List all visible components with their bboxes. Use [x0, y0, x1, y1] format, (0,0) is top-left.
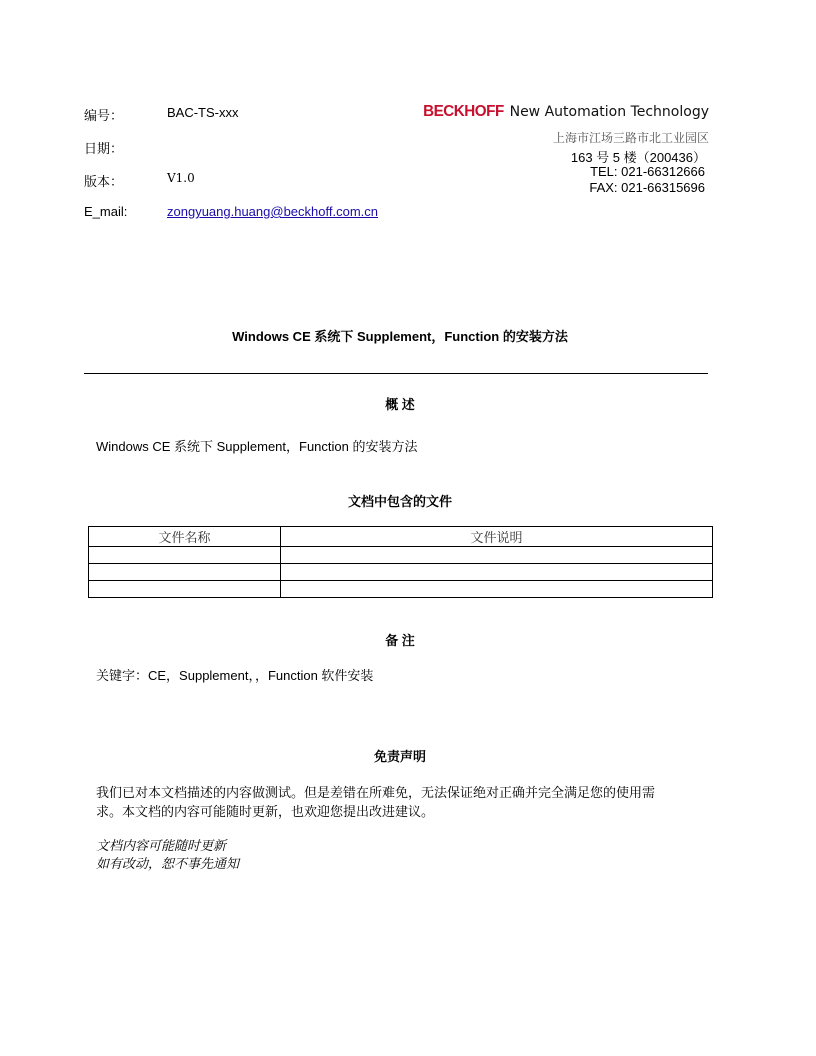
table-cell	[281, 564, 713, 581]
disclaimer-italic1: 文档内容可能随时更新	[96, 838, 227, 853]
disclaimer-italic2: 如有改动，恕不事先通知	[96, 856, 240, 871]
document-title: Windows CE 系统下 Supplement，Function 的安装方法	[232, 329, 568, 344]
logo-tagline: New Automation Technology	[509, 104, 709, 120]
disclaimer-heading: 免责声明	[373, 749, 426, 764]
address-line1: 上海市江场三路市北工业园区	[552, 131, 709, 145]
doc-number-value: BAC-TS-xxx	[167, 105, 239, 120]
table-cell	[89, 581, 281, 598]
disclaimer-line1: 我们已对本文档描述的内容做测试。但是差错在所难免，无法保证绝对正确并完全满足您的使用需	[96, 785, 656, 800]
table-row	[89, 547, 713, 564]
divider	[84, 373, 708, 374]
files-heading: 文档中包含的文件	[347, 494, 452, 509]
table-cell	[281, 581, 713, 598]
table-cell	[89, 547, 281, 564]
column-header-filename: 文件名称	[89, 527, 281, 547]
fax: FAX: 021-66315696	[589, 180, 705, 195]
version-value: V1.0	[167, 171, 195, 185]
table-cell	[281, 547, 713, 564]
version-label: 版本：	[84, 174, 124, 189]
doc-number-label: 编号：	[84, 108, 124, 123]
address-line2: 163 号 5 楼（200436）	[570, 150, 706, 165]
email-label: E_mail:	[84, 204, 128, 219]
overview-heading: 概 述	[385, 397, 415, 412]
overview-text: Windows CE 系统下 Supplement，Function 的安装方法	[96, 439, 418, 454]
email-link[interactable]: zongyuang.huang@beckhoff.com.cn	[167, 204, 378, 219]
beckhoff-logo	[421, 103, 709, 121]
keywords-text: 关键字：CE，Supplement，，Function 软件安装	[96, 668, 374, 683]
date-label: 日期：	[84, 141, 124, 156]
table-row	[89, 564, 713, 581]
logo-brand: BECKHOFF	[422, 103, 504, 120]
tel: TEL: 021-66312666	[590, 164, 705, 179]
files-table	[88, 526, 713, 598]
disclaimer-line2: 求。本文档的内容可能随时更新，也欢迎您提出改进建议。	[96, 804, 435, 819]
table-header-row	[89, 527, 713, 547]
table-row	[89, 581, 713, 598]
notes-heading: 备 注	[385, 633, 415, 648]
table-cell	[89, 564, 281, 581]
column-header-description: 文件说明	[281, 527, 713, 547]
